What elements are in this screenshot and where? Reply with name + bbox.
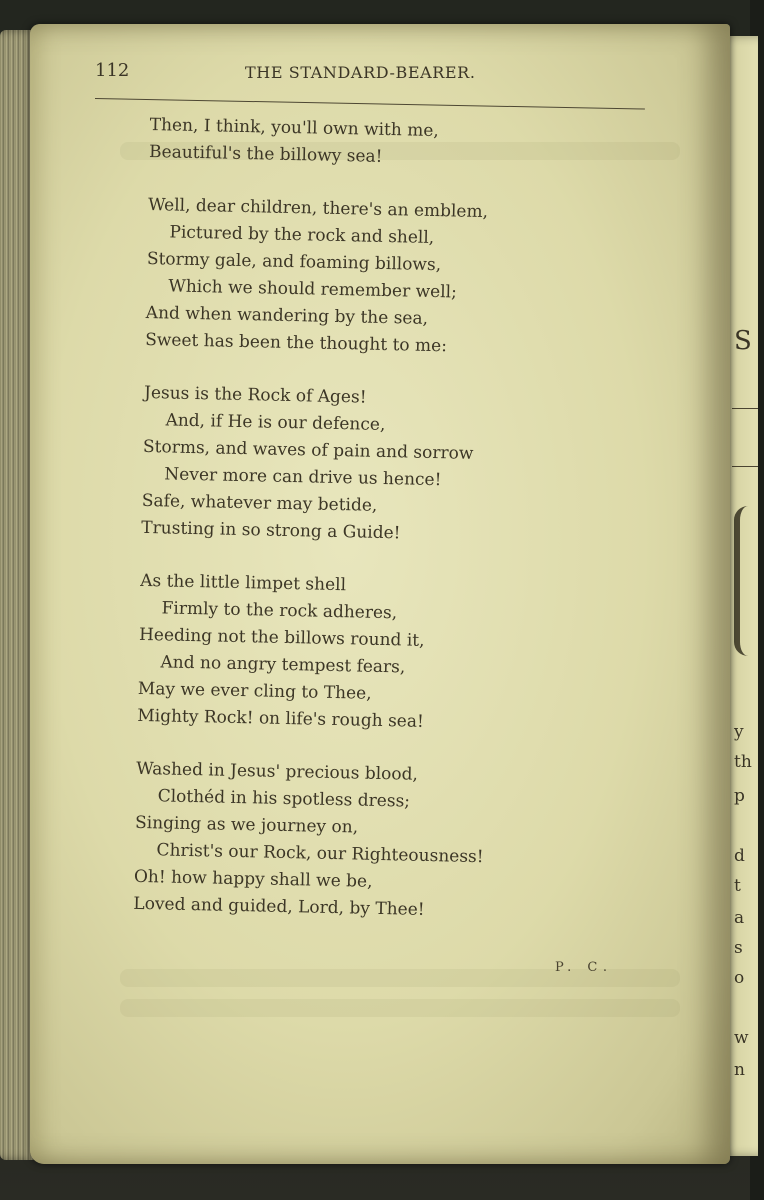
poem-line: Pictured by the rock and shell,	[169, 222, 435, 248]
poem-line: May we ever cling to Thee,	[137, 678, 372, 704]
poem-line: Oh! how happy shall we be,	[133, 866, 373, 892]
poem-line: Singing as we journey on,	[134, 812, 359, 838]
stanza-2	[145, 192, 608, 364]
poem-line: Safe, whatever may betide,	[141, 490, 378, 516]
poem-line: And when wandering by the sea,	[145, 302, 429, 329]
facing-rule	[732, 466, 758, 467]
poem-line: Which we should remember well;	[168, 276, 458, 303]
poem-line: Washed in Jesus' precious blood,	[136, 758, 419, 785]
running-head	[95, 60, 685, 88]
poem-line: And, if He is our defence,	[165, 410, 386, 435]
poem-line: Well, dear children, there's an emblem,	[147, 194, 489, 223]
facing-fragment: th	[734, 752, 752, 772]
facing-fragment: d	[734, 846, 745, 866]
stanza-5	[133, 756, 596, 928]
poem-line: Never more can drive us hence!	[164, 464, 442, 491]
poem-line: Mighty Rock! on life's rough sea!	[137, 705, 425, 732]
poem-line: As the little limpet shell	[139, 570, 347, 596]
show-through-text	[120, 999, 680, 1017]
poem-line: Storms, and waves of pain and sorrow	[142, 436, 474, 464]
stanza-4	[137, 568, 600, 740]
poem-line: Firmly to the rock adheres,	[161, 598, 398, 624]
facing-fragment: w	[734, 1028, 749, 1048]
facing-fragment: t	[734, 876, 741, 896]
stanza-3	[141, 380, 604, 552]
ornament-initial-icon	[734, 506, 764, 656]
poem-line: And no angry tempest fears,	[160, 652, 406, 678]
poem-line: Stormy gale, and foaming billows,	[146, 248, 442, 276]
poem-line: Sweet has been the thought to me:	[145, 329, 448, 357]
facing-fragment: a	[734, 908, 745, 928]
poem-line: Clothéd in his spotless dress;	[157, 786, 411, 812]
poem-line: Heeding not the billows round it,	[138, 624, 425, 651]
facing-fragment: s	[734, 938, 743, 958]
poem-line: Beautiful's the billowy sea!	[148, 141, 383, 167]
poem-line: Jesus is the Rock of Ages!	[143, 382, 367, 408]
facing-fragment: S	[734, 326, 752, 356]
facing-fragment: p	[734, 786, 745, 806]
facing-rule	[732, 408, 758, 409]
page-number: 112	[95, 60, 130, 81]
author-initials: P. C.	[555, 960, 613, 975]
stanza-1	[149, 112, 610, 176]
facing-fragment: n	[734, 1060, 745, 1080]
poem-line: Christ's our Rock, our Righteousness!	[156, 840, 484, 868]
facing-fragment: y	[734, 722, 744, 742]
running-title: THE STANDARD-BEARER.	[245, 63, 476, 82]
poem-line: Trusting in so strong a Guide!	[141, 517, 401, 544]
poem-line: Loved and guided, Lord, by Thee!	[133, 893, 425, 920]
poem-line: Then, I think, you'll own with me,	[149, 114, 440, 142]
poem	[133, 112, 610, 953]
facing-fragment: o	[734, 968, 745, 988]
